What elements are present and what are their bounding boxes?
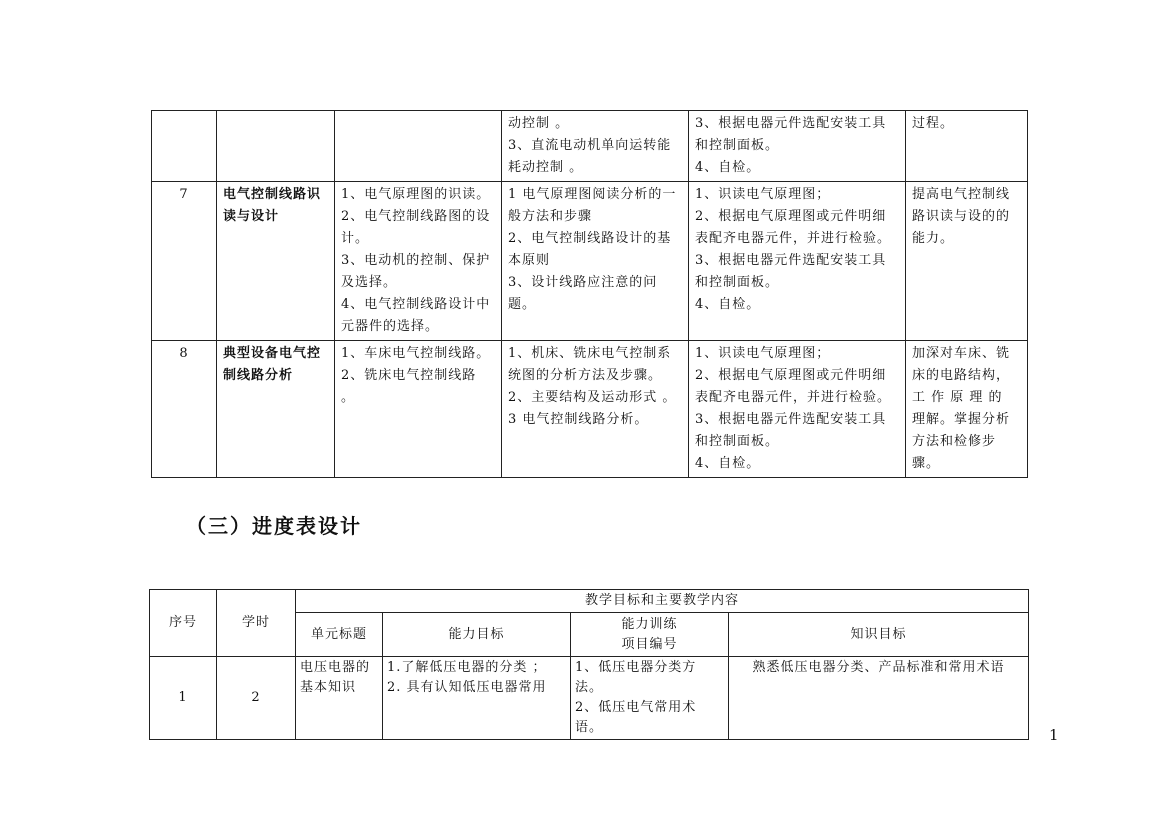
content-cell xyxy=(335,111,502,182)
list-item: 2、电气控制线路图的设计。 xyxy=(341,209,491,246)
list-item: 加深对车床、铣床的电路结构，工 作 原 理 的 理解。掌握分析方法和检修步骤。 xyxy=(912,346,1011,471)
row-number: 7 xyxy=(152,182,217,341)
list-item: 3、直流电动机单向运转能耗动控制 。 xyxy=(508,138,672,175)
hours-cell: 2 xyxy=(217,657,296,740)
header-seq: 序号 xyxy=(150,590,217,657)
goal-cell xyxy=(906,111,1028,182)
header-training-line: 项目编号 xyxy=(621,636,678,652)
methods-cell xyxy=(502,111,689,182)
list-item: 3、根据电器元件选配安装工具和控制面板。 xyxy=(695,116,887,153)
header-ability-goal: 能力目标 xyxy=(383,613,571,657)
ability-goal-cell xyxy=(383,657,571,740)
section-heading: （三）进度表设计 xyxy=(186,514,362,538)
seq-cell: 1 xyxy=(150,657,217,740)
unit-title xyxy=(217,111,335,182)
list-item: 4、电气控制线路设计中元器件的选择。 xyxy=(341,297,491,334)
header-hours: 学时 xyxy=(217,590,296,657)
list-item: 1、机床、铣床电气控制系统图的分析方法及步骤。 xyxy=(508,346,672,383)
list-item: 基本知识 xyxy=(300,680,357,695)
list-item: 2、电气控制线路设计的基本原则 xyxy=(508,231,672,268)
list-item: 4、自检。 xyxy=(695,160,761,175)
row-number: 8 xyxy=(152,341,217,478)
content-cell xyxy=(335,341,502,478)
header-group: 教学目标和主要教学内容 xyxy=(296,590,1029,613)
content-cell xyxy=(335,182,502,341)
list-item: 1、低压电器分类方法。 xyxy=(575,660,697,695)
list-item: 3、根据电器元件选配安装工具和控制面板。 xyxy=(695,412,887,449)
list-item: 3、设计线路应注意的问题。 xyxy=(508,275,658,312)
row-number xyxy=(152,111,217,182)
list-item: 2. 具有认知低压电器常用 xyxy=(387,680,547,695)
table-row xyxy=(152,182,1028,341)
list-item: 2、主要结构及运动形式 。 xyxy=(508,390,677,405)
list-item: 2、根据电气原理图或元件明细表配齐电器元件，并进行检验。 xyxy=(695,368,892,405)
list-item: 过程。 xyxy=(912,116,955,131)
list-item: 提高电气控制线路识读与设的的能力。 xyxy=(912,187,1011,246)
knowledge-goal-cell: 熟悉低压电器分类、产品标准和常用术语 xyxy=(729,657,1029,740)
list-item: 3、根据电器元件选配安装工具和控制面板。 xyxy=(695,253,887,290)
list-item: 4、自检。 xyxy=(695,297,761,312)
header-training-line: 能力训练 xyxy=(621,616,678,632)
methods-cell xyxy=(502,182,689,341)
list-item: 3 电气控制线路分析。 xyxy=(508,412,649,427)
header-unit-title: 单元标题 xyxy=(296,613,383,657)
unit-title-cell xyxy=(296,657,383,740)
practice-cell xyxy=(689,341,906,478)
goal-cell xyxy=(906,182,1028,341)
training-cell xyxy=(571,657,729,740)
list-item: 动控制 。 xyxy=(508,116,570,131)
list-item: 1、车床电气控制线路。 xyxy=(341,346,491,361)
methods-cell xyxy=(502,341,689,478)
list-item: 2、低压电气常用术语。 xyxy=(575,700,697,735)
list-item: 2、根据电气原理图或元件明细表配齐电器元件，并进行检验。 xyxy=(695,209,892,246)
header-row xyxy=(150,590,1029,613)
schedule-table xyxy=(149,589,1029,740)
list-item: 电压电器的 xyxy=(300,660,371,675)
list-item: 1.了解低压电器的分类 ； xyxy=(387,660,547,675)
table-row xyxy=(150,657,1029,740)
goal-cell xyxy=(906,341,1028,478)
list-item: 1 电气原理图阅读分析的一般方法和步骤 xyxy=(508,187,677,224)
list-item: 1、识读电气原理图； xyxy=(695,187,831,202)
list-item: 1、电气原理图的识读。 xyxy=(341,187,491,202)
header-training xyxy=(571,613,729,657)
table-row xyxy=(152,111,1028,182)
practice-cell xyxy=(689,182,906,341)
list-item: 2、铣床电气控制线路 。 xyxy=(341,368,477,405)
unit-title: 典型设备电气控制线路分析 xyxy=(217,341,335,478)
list-item: 4、自检。 xyxy=(695,456,761,471)
course-content-table xyxy=(151,110,1028,478)
unit-title: 电气控制线路识读与设计 xyxy=(217,182,335,341)
table-row xyxy=(152,341,1028,478)
practice-cell xyxy=(689,111,906,182)
list-item: 3、电动机的控制、保护及选择。 xyxy=(341,253,491,290)
page-number: 1 xyxy=(1049,726,1059,744)
list-item: 1、识读电气原理图； xyxy=(695,346,831,361)
header-knowledge-goal: 知识目标 xyxy=(729,613,1029,657)
